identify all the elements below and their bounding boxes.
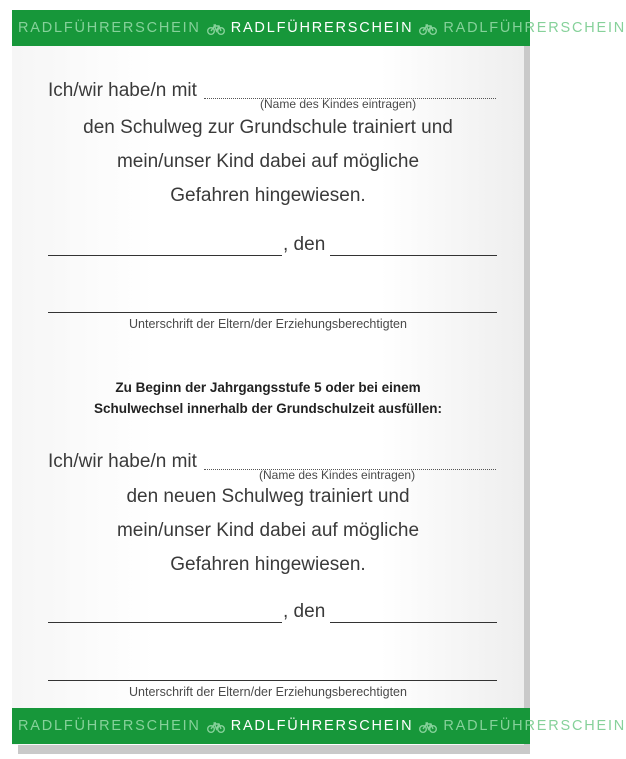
name-hint: (Name des Kindes eintragen) (260, 97, 417, 111)
bicycle-icon (419, 721, 437, 732)
place-field[interactable] (48, 255, 282, 256)
bicycle-icon (207, 721, 225, 732)
top-band (12, 10, 626, 46)
band-label: RADLFÜHRERSCHEIN (230, 20, 414, 36)
signature-field[interactable] (48, 680, 497, 681)
band-label: RADLFÜHRERSCHEIN (230, 718, 414, 734)
bicycle-icon (419, 23, 437, 34)
instruction-note-line: Zu Beginn der Jahrgangsstufe 5 oder bei einem (115, 380, 421, 395)
signature-field[interactable] (48, 312, 497, 313)
body-line: Gefahren hingewiesen. (170, 185, 366, 206)
date-field[interactable] (330, 255, 497, 256)
body-line: den Schulweg zur Grundschule trainiert und (83, 117, 453, 138)
form-page (12, 10, 626, 745)
signature-caption: Unterschrift der Eltern/der Erziehungsberechtigten (129, 317, 407, 331)
lead-text: Ich/wir habe/n mit (48, 451, 197, 472)
den-label: , den (283, 234, 326, 255)
band-label: RADLFÜHRERSCHEIN (18, 20, 201, 36)
body-line: Gefahren hingewiesen. (170, 554, 366, 575)
lead-text: Ich/wir habe/n mit (48, 80, 197, 101)
band-label: RADLFÜHRERSCHEIN (443, 20, 626, 36)
band-label: RADLFÜHRERSCHEIN (443, 718, 626, 734)
den-label: , den (283, 601, 326, 622)
body-line: den neuen Schulweg trainiert und (126, 486, 410, 507)
bottom-band (12, 708, 626, 744)
place-field[interactable] (48, 622, 282, 623)
signature-caption: Unterschrift der Eltern/der Erziehungsberechtigten (129, 685, 407, 699)
date-field[interactable] (330, 622, 497, 623)
body-line: mein/unser Kind dabei auf mögliche (116, 520, 420, 541)
name-hint: (Name des Kindes eintragen) (259, 468, 416, 482)
instruction-note-line: Schulwechsel innerhalb der Grundschulzeit ausfüllen: (93, 401, 443, 416)
bicycle-icon (207, 23, 225, 34)
band-label: RADLFÜHRERSCHEIN (18, 718, 201, 734)
body-line: mein/unser Kind dabei auf mögliche (116, 151, 420, 172)
